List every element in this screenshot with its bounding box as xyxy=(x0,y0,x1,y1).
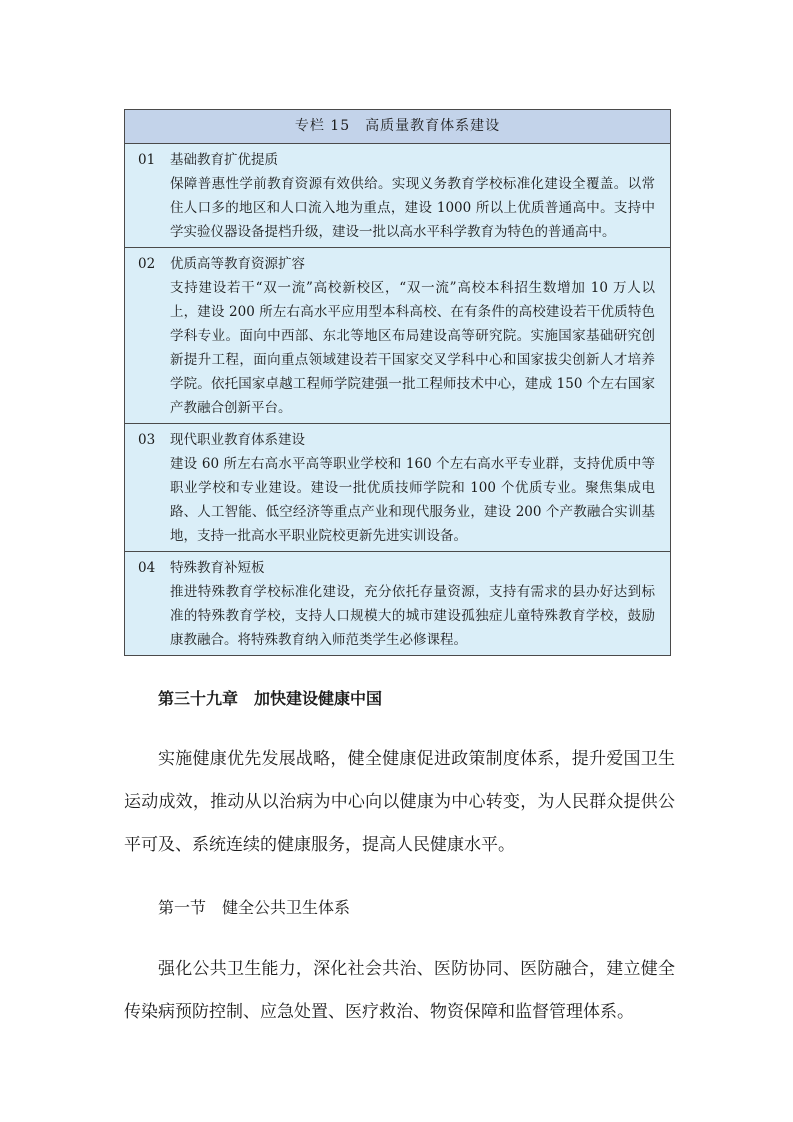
item-number: 02 xyxy=(138,256,156,272)
section-body-paragraph: 强化公共卫生能力，深化社会共治、医防协同、医防融合，建立健全传染病预防控制、应急处置、医疗救治、物资保障和监督管理体系。 xyxy=(124,959,675,1022)
section-title: 第一节 健全公共卫生体系 xyxy=(158,898,351,917)
item-number: 04 xyxy=(138,560,156,576)
column-box-title: 专栏 15 高质量教育体系建设 xyxy=(125,110,670,144)
column-item-02 xyxy=(125,248,670,424)
item-body: 建设 60 所左右高水平高等职业学校和 160 个左右高水平专业群，支持优质中等职业学校和专业建设。建设一批优质技师学院和 100 个优质专业。聚焦集成电路、人工智能、低空经济等重点产业和现代服务业，建设 200 个产教融合实训基地，支持一批高水平职业院校更新先进实训设备。 xyxy=(170,456,655,544)
column-item-04 xyxy=(125,552,670,655)
chapter-title: 第三十九章 加快建设健康中国 xyxy=(158,689,383,708)
item-title: 特殊教育补短板 xyxy=(170,560,265,576)
column-item-01 xyxy=(125,144,670,248)
item-number: 03 xyxy=(138,432,156,448)
item-body: 推进特殊教育学校标准化建设，充分依托存量资源，支持有需求的县办好达到标准的特殊教育学校，支持人口规模大的城市建设孤独症儿童特殊教育学校，鼓励康教融合。将特殊教育纳入师范类学生必修课程。 xyxy=(170,584,655,648)
chapter-intro-paragraph: 实施健康优先发展战略，健全健康促进政策制度体系，提升爱国卫生运动成效，推动从以治病为中心向以健康为中心转变，为人民群众提供公平可及、系统连续的健康服务，提高人民健康水平。 xyxy=(124,749,675,855)
column-item-03 xyxy=(125,424,670,552)
item-body: 支持建设若干“双一流”高校新校区，“双一流”高校本科招生数增加 10 万人以上，建设 200 所左右高水平应用型本科高校、在有条件的高校建设若干优质特色学科专业。面向中西部、东北等地区布局建设高等研究院。实施国家基础研究创新提升工程，面向重点领域建设若干国家交叉学科中心和国家拔尖创新人才培养学院。依托国家卓越工程师学院建强一批工程师技术中心，建成 150 个左右国家产教融合创新平台。 xyxy=(170,280,655,416)
item-title: 基础教育扩优提质 xyxy=(170,152,278,168)
item-body: 保障普惠性学前教育资源有效供给。实现义务教育学校标准化建设全覆盖。以常住人口多的地区和人口流入地为重点，建设 1000 所以上优质普通高中。支持中学实验仪器设备提档升级，建设一批以高水平科学教育为特色的普通高中。 xyxy=(170,176,655,240)
item-number: 01 xyxy=(138,152,156,168)
column-box-education xyxy=(124,109,671,656)
item-title: 优质高等教育资源扩容 xyxy=(170,256,305,272)
item-title: 现代职业教育体系建设 xyxy=(170,432,305,448)
